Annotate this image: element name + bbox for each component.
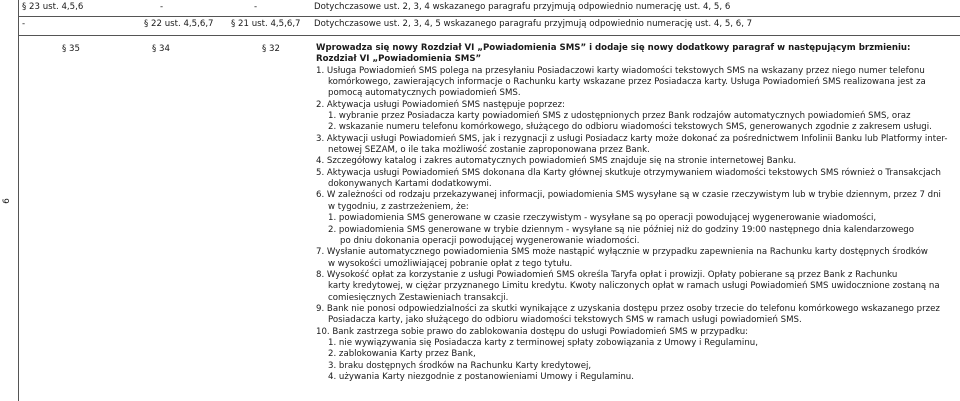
cell-col3: - — [254, 2, 258, 12]
paragraph-line: 1. Usługa Powiadomień SMS polega na przesyłaniu Posiadaczowi karty wiadomości tekstowych SMS na wskazany przez niego numer telefonu — [316, 65, 925, 76]
left-border — [18, 0, 19, 401]
cell-col3: § 32 — [262, 44, 280, 54]
cell-col4: Dotychczasowe ust. 2, 3, 4, 5 wskazanego paragrafu przyjmują odpowiednio numerację ust. 4, 5, 6, 7 — [314, 19, 753, 29]
cell-col2: - — [160, 2, 164, 12]
paragraph-line: w wysokości umożliwiającej pobranie opłat z tego tytułu. — [328, 258, 573, 269]
cell-col1: - — [22, 19, 26, 29]
paragraph-line: po dniu dokonania operacji powodującej wygenerowanie wiadomości. — [340, 235, 640, 246]
cell-col1: § 35 — [62, 44, 80, 54]
paragraph-line: 10. Bank zastrzega sobie prawo do zablokowania dostępu do usługi Powiadomień SMS w przypadku: — [316, 326, 749, 337]
page-number — [0, 0, 14, 401]
cell-col4: Dotychczasowe ust. 2, 3, 4 wskazanego paragrafu przyjmują odpowiednio numerację ust. 4, 5, 6 — [314, 2, 731, 12]
paragraph-line: 2. wskazanie numeru telefonu komórkowego, służącego do odbioru wiadomości tekstowych SMS, generowanych zgodnie z zakresem usługi. — [328, 122, 932, 133]
paragraph-line: Posiadacza karty, jako służącego do odbioru wiadomości tekstowych SMS w ramach usługi powiadomień SMS. — [328, 315, 802, 326]
paragraph-line: komórkowego, zawierających informacje o Rachunku karty wskazane przez Posiadacza karty. Usługa Powiadomień SMS realizowana jest za — [328, 77, 926, 88]
amendment-intro: Wprowadza się nowy Rozdział VI „Powiadomienia SMS” i dodaje się nowy dodatkowy paragraf w następującym brzmieniu: — [316, 43, 911, 53]
paragraph-line: 5. Aktywacja usługi Powiadomień SMS dokonana dla Karty głównej skutkuje otrzymywaniem wiadomości tekstowych SMS również o Transakcjach — [316, 167, 941, 178]
page-number-text: 6 — [1, 197, 12, 204]
cell-col1: § 23 ust. 4,5,6 — [22, 2, 84, 12]
paragraph-line: 2. powiadomienia SMS generowane w trybie dziennym - wysyłane są nie później niż do godziny 19:00 następnego dnia kalendarzowego — [328, 224, 915, 235]
paragraph-line: 4. używania Karty niezgodnie z postanowieniami Umowy i Regulaminu. — [328, 371, 634, 382]
paragraph-line: 1. wybranie przez Posiadacza karty powiadomień SMS z udostępnionych przez Bank rodzajów automatycznych powiadomień SMS, oraz — [328, 111, 911, 122]
paragraph-line: 8. Wysokość opłat za korzystanie z usługi Powiadomień SMS określa Taryfa opłat i prowizji. Opłaty pobierane są przez Bank z Rachunku — [316, 269, 898, 280]
paragraph-line: 9. Bank nie ponosi odpowiedzialności za skutki wynikające z uzyskania dostępu przez osoby trzecie do telefonu komórkowego wskazanego przez — [316, 303, 940, 314]
paragraph-line: comiesięcznych Zestawieniach transakcji. — [328, 292, 509, 303]
paragraph-line: 1. powiadomienia SMS generowane w czasie rzeczywistym - wysyłane są po operacji powodującej wygenerowanie wiadomości, — [328, 213, 877, 224]
paragraph-line: 4. Szczegółowy katalog i zakres automatycznych powiadomień SMS znajduje się na stronie internetowej Banku. — [316, 156, 797, 167]
paragraph-line: 3. braku dostępnych środków na Rachunku Karty kredytowej, — [328, 360, 592, 371]
paragraph-line: 1. nie wywiązywania się Posiadacza karty z terminowej spłaty zobowiązania z Umowy i Regulaminu, — [328, 337, 758, 348]
cell-col2: § 34 — [152, 44, 170, 54]
paragraph-line: 2. Aktywacja usługi Powiadomień SMS następuje poprzez: — [316, 99, 565, 110]
amendment-text — [316, 43, 956, 383]
cell-col2: § 22 ust. 4,5,6,7 — [144, 19, 214, 29]
paragraph-line: pomocą automatycznych powiadomień SMS. — [328, 88, 521, 99]
chapter-heading: Rozdział VI „Powiadomienia SMS” — [316, 54, 482, 65]
paragraph-line: 3. Aktywacji usługi Powiadomień SMS, jak i rezygnacji z usługi Posiadacz karty może dokonać za pośrednictwem Infolinii Banku lub Platformy inter- — [316, 133, 948, 144]
paragraph-line: karty kredytowej, w ciężar przyznanego Limitu kredytu. Kwoty naliczonych opłat w ramach usługi Powiadomień SMS uwidocznione zostaną na — [328, 281, 940, 292]
cell-col3: § 21 ust. 4,5,6,7 — [231, 19, 301, 29]
paragraph-line: netowej SEZAM, o ile taka możliwość zostanie zaproponowana przez Bank. — [328, 145, 650, 156]
paragraph-line: dokonywanych Kartami dodatkowymi. — [328, 179, 492, 190]
row-divider — [18, 16, 960, 17]
paragraph-line: 2. zablokowania Karty przez Bank, — [328, 349, 476, 360]
paragraph-line: w tygodniu, z zastrzeżeniem, że: — [328, 201, 469, 212]
row-divider — [18, 35, 960, 36]
paragraph-line: 7. Wysłanie automatycznego powiadomienia SMS może nastąpić wyłącznie w przypadku zapewnienia na Rachunku karty dostępnych środków — [316, 247, 928, 258]
paragraph-line: 6. W zależności od rodzaju przekazywanej informacji, powiadomienia SMS wysyłane są w czasie rzeczywistym lub w trybie dziennym, przez 7 dni — [316, 190, 941, 201]
